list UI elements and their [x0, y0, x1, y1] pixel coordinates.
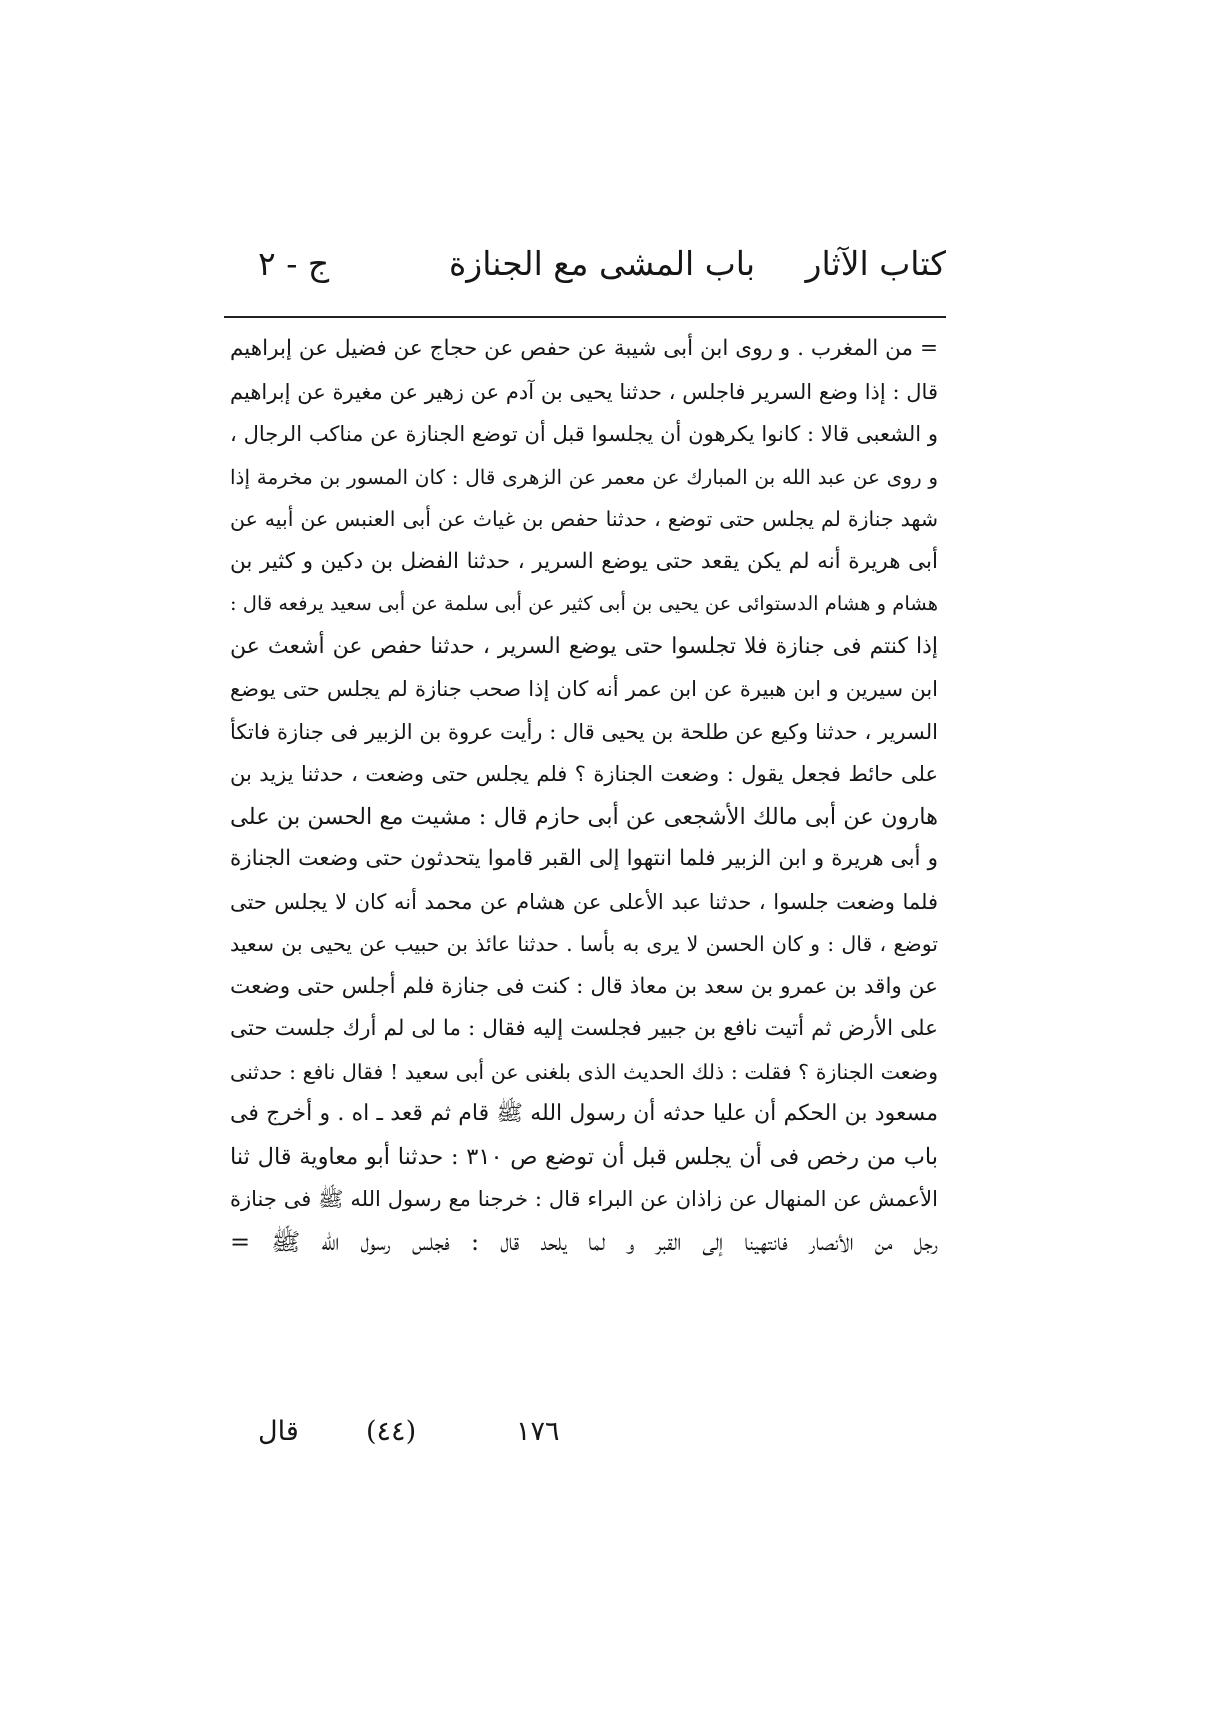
volume-label: ج - ٢: [258, 244, 330, 283]
running-header: [258, 242, 946, 294]
text-line: على الأرض ثم أتيت نافع بن جبير فجلست إليه فقال : ما لى لم أرك جلست حتى: [230, 1016, 938, 1041]
text-line: ابن سيرين و ابن هبيرة عن ابن عمر أنه كان إذا صحب جنازة لم يجلس حتى يوضع: [230, 677, 938, 701]
text-line: الأعمش عن المنهال عن زاذان عن البراء قال : خرجنا مع رسول الله ﷺ فى جنازة: [230, 1187, 938, 1211]
text-line: على حائط فجعل يقول : وضعت الجنازة ؟ فلم يجلس حتى وضعت ، حدثنا يزيد بن: [230, 762, 938, 786]
header-rule: [224, 316, 946, 318]
text-line: قال : إذا وضع السرير فاجلس ، حدثنا يحيى بن آدم عن زهير عن مغيرة عن إبراهيم: [230, 379, 938, 404]
page-number: ١٧٦: [516, 1416, 560, 1447]
text-line: مسعود بن الحكم أن عليا حدثه أن رسول الله ﷺ قام ثم قعد ـ اه . و أخرج فى: [230, 1101, 938, 1126]
text-line: رجل من الأنصار فانتهينا إلى القبر و لما يلحد قال : فجلس رسول الله ﷺ =: [230, 1227, 938, 1256]
text-line: هارون عن أبى مالك الأشجعى عن أبى حازم قال : مشيت مع الحسن بن على: [230, 803, 938, 830]
text-line: = من المغرب . و روى ابن أبى شيبة عن حفص عن حجاج عن فضيل عن إبراهيم: [230, 336, 938, 361]
text-line: باب من رخص فى أن يجلس قبل أن توضع ص ٣١٠ : حدثنا أبو معاوية قال ثنا: [230, 1143, 938, 1170]
body-text: [230, 328, 938, 1263]
text-line: توضع ، قال : و كان الحسن لا يرى به بأسا . حدثنا عائذ بن حبيب عن يحيى بن سعيد: [230, 932, 938, 956]
text-line: عن واقد بن عمرو بن سعد بن معاذ قال : كنت فى جنازة فلم أجلس حتى وضعت: [230, 973, 938, 999]
book-title: كتاب الآثار: [805, 244, 946, 283]
text-line: إذا كنتم فى جنازة فلا تجلسوا حتى يوضع السرير ، حدثنا حفص عن أشعث عن: [230, 633, 938, 659]
page-footer: [258, 1410, 758, 1458]
text-line: أبى هريرة أنه لم يكن يقعد حتى يوضع السرير ، حدثنا الفضل بن دكين و كثير بن: [230, 548, 938, 574]
chapter-title: باب المشى مع الجنازة: [448, 244, 756, 283]
signature-mark: (٤٤): [366, 1416, 417, 1447]
text-line: وضعت الجنازة ؟ فقلت : ذلك الحديث الذى بلغنى عن أبى سعيد ! فقال نافع : حدثنى: [230, 1059, 938, 1084]
text-line: فلما وضعت جلسوا ، حدثنا عبد الأعلى عن هشام عن محمد أنه كان لا يجلس حتى: [230, 889, 938, 914]
text-line: و روى عن عبد الله بن المبارك عن معمر عن الزهرى قال : كان المسور بن مخرمة إذا: [230, 464, 938, 489]
text-line: هشام و هشام الدستوائى عن يحيى بن أبى كثير عن أبى سلمة عن أبى سعيد يرفعه قال :: [230, 592, 938, 615]
text-line: و أبى هريرة و ابن الزبير فلما انتهوا إلى القبر قاموا يتحدثون حتى وضعت الجنازة: [230, 846, 938, 871]
text-line: و الشعبى قالا : كانوا يكرهون أن يجلسوا قبل أن توضع الجنازة عن مناكب الرجال ،: [230, 422, 938, 446]
text-line: السرير ، حدثنا وكيع عن طلحة بن يحيى قال : رأيت عروة بن الزبير فى جنازة فاتكأ: [230, 719, 938, 744]
catchword: قال: [258, 1416, 299, 1447]
text-line: شهد جنازة لم يجلس حتى توضع ، حدثنا حفص بن غياث عن أبى العنبس عن أبيه عن: [230, 507, 938, 531]
